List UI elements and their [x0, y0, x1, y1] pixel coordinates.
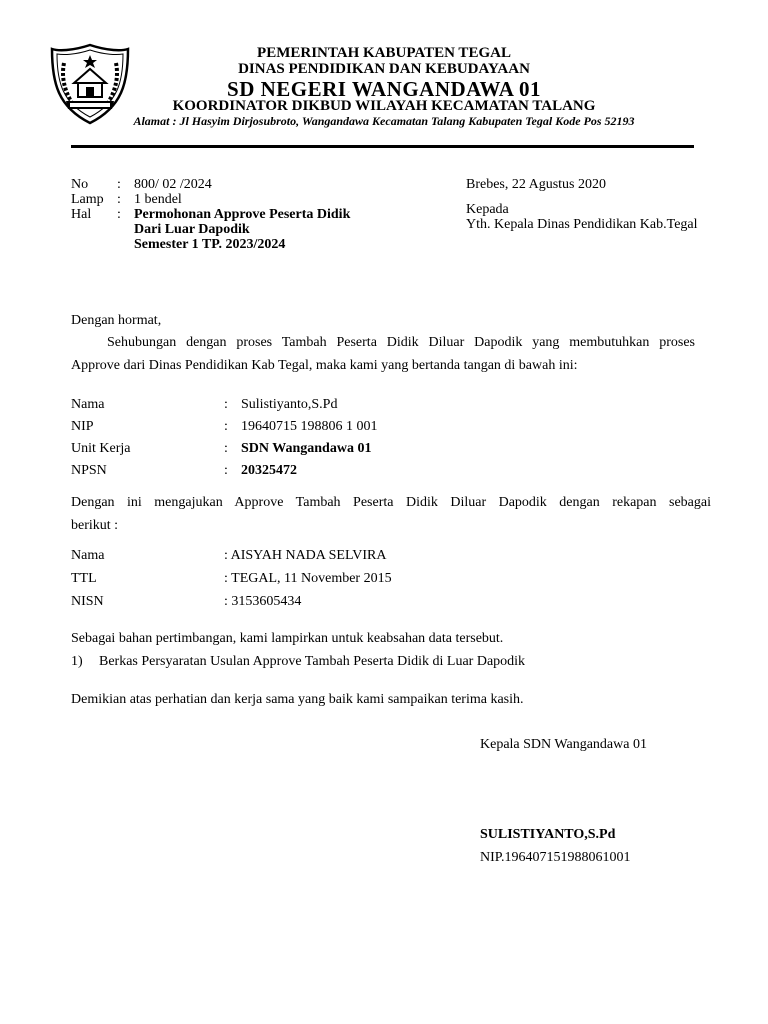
- student-name-label: Nama: [71, 548, 105, 563]
- signer-nip-value: 19640715 198806 1 001: [241, 419, 378, 434]
- student-name-value: : AISYAH NADA SELVIRA: [224, 548, 387, 563]
- meta-colon: :: [117, 192, 121, 207]
- paragraph-request-line2: berikut :: [71, 518, 119, 533]
- meta-no-label: No: [71, 177, 89, 192]
- signer-unit-label: Unit Kerja: [71, 441, 131, 456]
- signer-name-value: Sulistiyanto,S.Pd: [241, 397, 338, 412]
- student-ttl-value: : TEGAL, 11 November 2015: [224, 571, 392, 586]
- signature-title: Kepala SDN Wangandawa 01: [480, 737, 647, 752]
- letter-date: Brebes, 22 Agustus 2020: [466, 177, 606, 192]
- signature-name: SULISTIYANTO,S.Pd: [480, 827, 616, 842]
- signature-nip: NIP.196407151988061001: [480, 850, 631, 865]
- meta-hal-line1: Permohonan Approve Peserta Didik: [134, 207, 351, 222]
- recipient-kepada: Kepada: [466, 202, 509, 217]
- greeting: Dengan hormat,: [71, 313, 162, 328]
- signer-name-label: Nama: [71, 397, 105, 412]
- paragraph-intro-line1: Sehubungan dengan proses Tambah Peserta Didik Diluar Dapodik yang membutuhkan proses: [107, 335, 695, 350]
- signer-npsn-value: 20325472: [241, 463, 297, 478]
- meta-hal-label: Hal: [71, 207, 92, 222]
- attachment-item: Berkas Persyaratan Usulan Approve Tambah Peserta Didik di Luar Dapodik: [99, 654, 526, 669]
- signer-npsn-label: NPSN: [71, 463, 107, 478]
- meta-lamp-value: 1 bendel: [134, 192, 182, 207]
- attachment-intro: Sebagai bahan pertimbangan, kami lampirkan untuk keabsahan data tersebut.: [71, 631, 504, 646]
- letterhead-address: Alamat : Jl Hasyim Dirjosubroto, Wangandawa Kecamatan Talang Kabupaten Tegal Kode Pos 52193: [133, 114, 635, 128]
- student-nisn-value: : 3153605434: [224, 594, 302, 609]
- field-colon: :: [224, 397, 228, 412]
- meta-lamp-label: Lamp: [71, 192, 104, 207]
- field-colon: :: [224, 441, 228, 456]
- signer-nip-label: NIP: [71, 419, 94, 434]
- letterhead-divider: [71, 145, 694, 148]
- meta-hal-line3: Semester 1 TP. 2023/2024: [134, 237, 286, 252]
- letterhead-government: PEMERINTAH KABUPATEN TEGAL: [257, 45, 511, 61]
- student-nisn-label: NISN: [71, 594, 104, 609]
- field-colon: :: [224, 463, 228, 478]
- recipient-name: Yth. Kepala Dinas Pendidikan Kab.Tegal: [466, 217, 698, 232]
- meta-no-value: 800/ 02 /2024: [134, 177, 212, 192]
- letterhead-coordinator: KOORDINATOR DIKBUD WILAYAH KECAMATAN TALANG: [172, 98, 596, 114]
- letterhead-school-name: SD NEGERI WANGANDAWA 01: [227, 77, 541, 101]
- meta-colon: :: [117, 177, 121, 192]
- meta-colon: :: [117, 207, 121, 222]
- paragraph-intro-line2: Approve dari Dinas Pendidikan Kab Tegal, maka kami yang bertanda tangan di bawah ini:: [71, 358, 578, 373]
- meta-hal-line2: Dari Luar Dapodik: [134, 222, 250, 237]
- attachment-number: 1): [71, 654, 83, 669]
- student-ttl-label: TTL: [71, 571, 97, 586]
- signer-unit-value: SDN Wangandawa 01: [241, 441, 372, 456]
- paragraph-request-line1: Dengan ini mengajukan Approve Tambah Peserta Didik Diluar Dapodik dengan rekapan sebagai: [71, 495, 711, 510]
- letterhead-department: DINAS PENDIDIKAN DAN KEBUDAYAAN: [238, 61, 530, 77]
- closing-sentence: Demikian atas perhatian dan kerja sama yang baik kami sampaikan terima kasih.: [71, 692, 524, 707]
- field-colon: :: [224, 419, 228, 434]
